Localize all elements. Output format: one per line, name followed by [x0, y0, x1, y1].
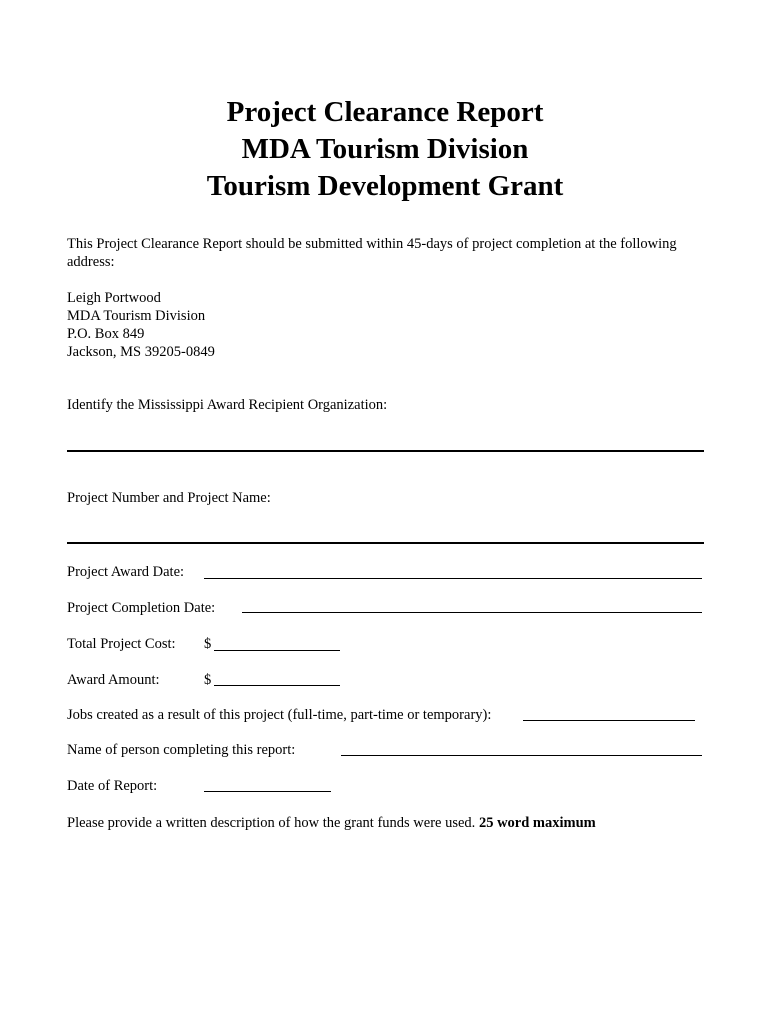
completion-date-label: Project Completion Date: — [67, 600, 216, 616]
award-amount-label: Award Amount: — [67, 672, 160, 688]
recipient-label: Identify the Mississippi Award Recipient Organization: — [67, 397, 388, 413]
mailing-address — [67, 289, 215, 361]
project-label: Project Number and Project Name: — [67, 490, 271, 506]
person-field[interactable] — [341, 755, 702, 756]
project-field[interactable] — [67, 542, 704, 544]
report-date-label: Date of Report: — [67, 778, 158, 794]
award-amount-field[interactable] — [214, 685, 340, 686]
total-cost-label: Total Project Cost: — [67, 636, 176, 652]
description-text: Please provide a written description of how the grant funds were used. — [67, 815, 476, 831]
award-date-field[interactable] — [204, 578, 702, 579]
description-prompt — [67, 814, 596, 832]
address-org: MDA Tourism Division — [67, 308, 206, 324]
address-city: Jackson, MS 39205-0849 — [67, 344, 215, 360]
jobs-label: Jobs created as a result of this project (full-time, part-time or temporary): — [67, 707, 492, 723]
word-limit: 25 word maximum — [478, 815, 596, 831]
completion-date-field[interactable] — [242, 612, 702, 613]
title-line-2: MDA Tourism Division — [241, 133, 529, 165]
title-line-1: Project Clearance Report — [226, 96, 544, 128]
address-box: P.O. Box 849 — [67, 326, 145, 342]
jobs-field[interactable] — [523, 720, 695, 721]
total-cost-field[interactable] — [214, 650, 340, 651]
award-date-label: Project Award Date: — [67, 564, 185, 580]
person-label: Name of person completing this report: — [67, 742, 296, 758]
recipient-field[interactable] — [67, 450, 704, 452]
document-title — [0, 94, 770, 205]
total-cost-currency: $ — [204, 636, 212, 652]
award-amount-currency: $ — [204, 672, 212, 688]
title-line-3: Tourism Development Grant — [206, 170, 564, 202]
intro-paragraph: This Project Clearance Report should be submitted within 45-days of project completion at the following address: — [67, 236, 677, 270]
address-name: Leigh Portwood — [67, 290, 161, 306]
report-date-field[interactable] — [204, 791, 331, 792]
